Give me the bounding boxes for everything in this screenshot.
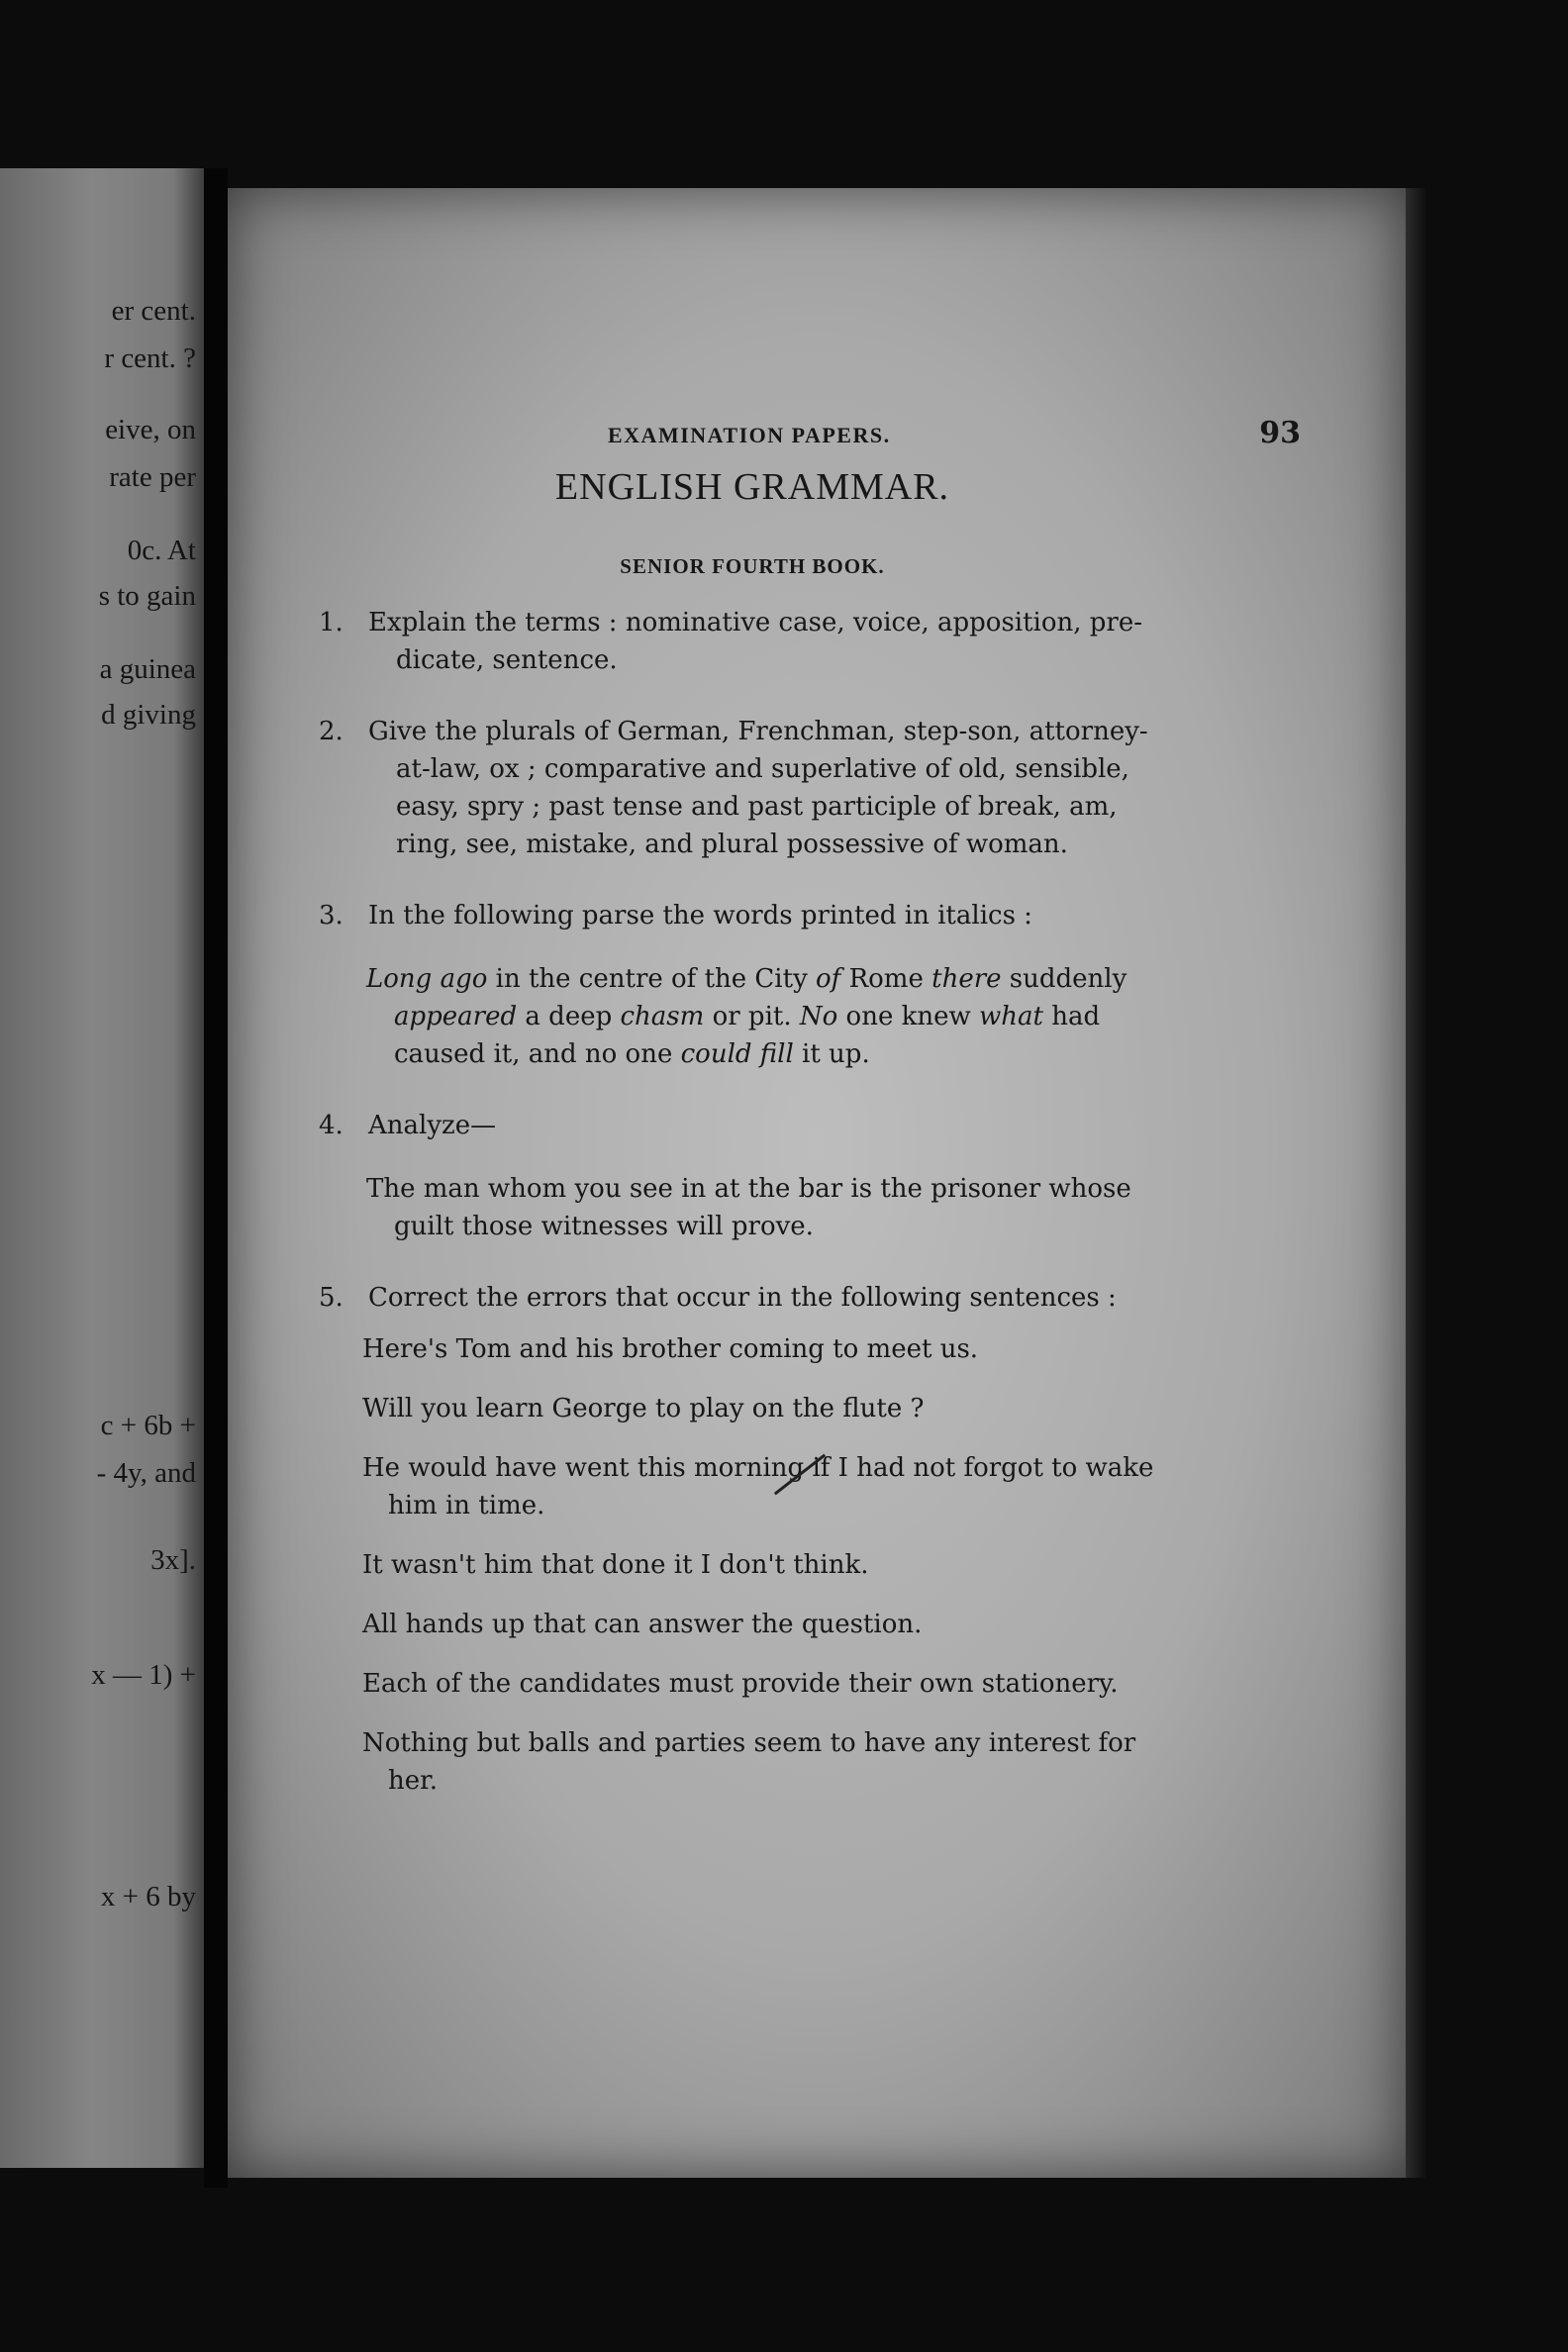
sentence-line: Each of the candidates must provide their own stationery. (362, 1669, 1119, 1699)
question-5 (319, 1279, 1190, 1317)
sentence-line: him in time. (388, 1491, 545, 1520)
left-page-fragment (0, 168, 204, 2168)
question-line: at-law, ox ; comparative and superlative of old, sensible, (396, 754, 1129, 784)
book-gutter (204, 168, 228, 2188)
question-number: 3. (319, 901, 343, 931)
book-page (228, 188, 1406, 2178)
italics-passage (319, 960, 1190, 1073)
left-fragment: d giving (101, 699, 196, 731)
left-fragment: s to gain (98, 580, 196, 612)
section-subtitle: SENIOR FOURTH BOOK. (620, 554, 885, 578)
passage-text: a deep (517, 1002, 621, 1031)
left-fragment: r cent. ? (104, 343, 196, 374)
running-title: EXAMINATION PAPERS. (608, 423, 891, 447)
sentence-item (362, 1606, 1190, 1643)
question-line: In the following parse the words printed in italics : (368, 901, 1032, 931)
question-number: 1. (319, 608, 343, 637)
question-line: Correct the errors that occur in the following sentences : (368, 1283, 1117, 1313)
passage-text: or pit. (704, 1002, 800, 1031)
question-1 (319, 604, 1190, 679)
passage-line (366, 960, 1190, 998)
sentence-line: Will you learn George to play on the flute ? (362, 1394, 925, 1423)
passage-text: caused it, and no one (394, 1039, 681, 1069)
italic-word: could fill (680, 1039, 794, 1069)
passage-line (366, 1035, 1190, 1073)
left-fragment: 0c. At (127, 535, 196, 566)
passage-text: had (1042, 1002, 1101, 1031)
left-fragment: eive, on (105, 414, 196, 445)
sentence-item (362, 1546, 1190, 1584)
question-line: dicate, sentence. (396, 645, 618, 675)
passage-line (366, 998, 1190, 1035)
question-number: 5. (319, 1283, 343, 1313)
sentence-item (362, 1724, 1190, 1800)
sentence-item (362, 1665, 1190, 1703)
italic-word: chasm (620, 1002, 705, 1031)
italic-word: No (799, 1002, 838, 1031)
passage-text: it up. (793, 1039, 870, 1069)
analyze-sentence (319, 1170, 1190, 1245)
sentence-line: Here's Tom and his brother coming to meet us. (362, 1334, 979, 1364)
sentence-item (362, 1390, 1190, 1427)
question-number: 2. (319, 717, 343, 746)
sentence-line: He would have went this morning if I had not forgot to wake (362, 1453, 1154, 1483)
question-2 (319, 713, 1190, 863)
passage-text: one knew (837, 1002, 980, 1031)
passage-text: suddenly (1001, 964, 1127, 994)
left-fragment: a guinea (99, 653, 196, 685)
sentence-item (362, 1330, 1190, 1368)
question-line: Give the plurals of German, Frenchman, step-son, attorney- (368, 717, 1148, 746)
question-number: 4. (319, 1111, 343, 1140)
question-3 (319, 897, 1190, 934)
question-line: ring, see, mistake, and plural possessive of woman. (396, 830, 1068, 859)
italic-word: what (979, 1002, 1043, 1031)
left-fragment: x — 1) + (91, 1659, 196, 1691)
italic-word: there (931, 964, 1002, 994)
italic-word: appeared (394, 1002, 518, 1031)
section-title: ENGLISH GRAMMAR. (554, 466, 950, 508)
page-number: 93 (1259, 416, 1301, 450)
running-head (608, 416, 1301, 450)
question-line: Explain the terms : nominative case, voice, apposition, pre- (368, 608, 1143, 637)
question-4 (319, 1107, 1190, 1144)
analyze-line: guilt those witnesses will prove. (394, 1212, 814, 1241)
italic-word: of (816, 964, 841, 994)
italic-word: Long ago (366, 964, 488, 994)
left-fragment: c + 6b + (100, 1410, 196, 1441)
sentence-line: Nothing but balls and parties seem to have any interest for (362, 1728, 1136, 1758)
sentence-line: All hands up that can answer the question. (362, 1610, 923, 1639)
left-fragment: - 4y, and (96, 1457, 196, 1489)
analyze-line: The man whom you see in at the bar is the prisoner whose (366, 1174, 1131, 1204)
sentence-line: It wasn't him that done it I don't think. (362, 1550, 869, 1580)
left-fragment: 3x]. (150, 1544, 196, 1576)
question-line: Analyze— (368, 1111, 497, 1140)
sentence-line: her. (388, 1766, 438, 1796)
left-fragment: er cent. (111, 295, 196, 327)
left-fragment: x + 6 by (100, 1881, 196, 1912)
error-sentences (319, 1330, 1190, 1800)
exam-body (319, 604, 1190, 1821)
passage-text: Rome (840, 964, 932, 994)
left-fragment: rate per (109, 461, 196, 493)
passage-text: in the centre of the City (487, 964, 817, 994)
sentence-item (362, 1449, 1190, 1524)
question-line: easy, spry ; past tense and past participle of break, am, (396, 792, 1118, 822)
